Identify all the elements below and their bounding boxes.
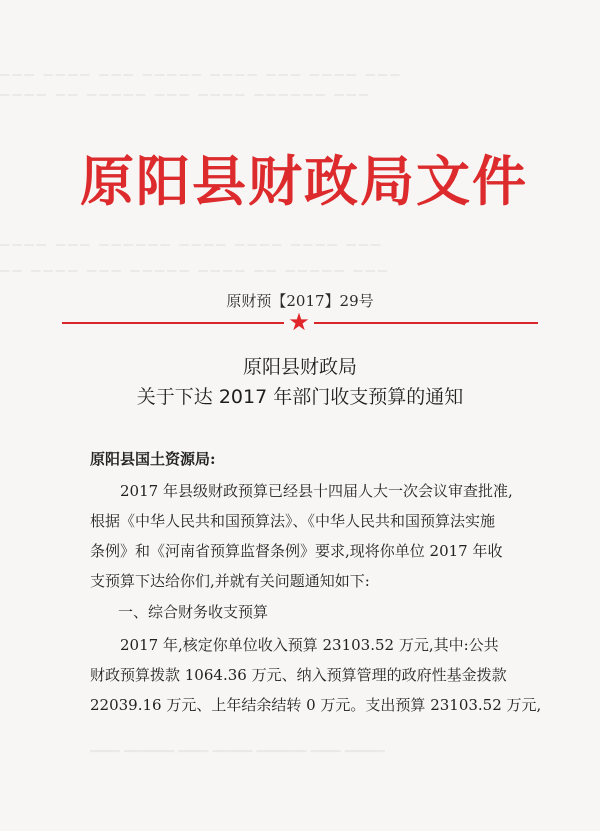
paragraph-line: 财政预算拨款 1064.36 万元、纳入预算管理的政府性基金拨款 — [90, 666, 507, 684]
show-through-text: ▁▁▁▁ ▁▁▁ ▁▁▁▁▁▁ ▁▁▁▁ ▁▁▁▁ ▁▁▁▁ ▁▁▁ — [0, 232, 384, 246]
document-number: 原财预【2017】29号 — [226, 292, 374, 310]
paragraph-line: 2017 年,核定你单位收入预算 23103.52 万元,其中:公共 — [120, 636, 499, 654]
paragraph-line: 支预算下达给你们,并就有关问题通知如下: — [90, 572, 370, 590]
paragraph-line: 根据《中华人民共和国预算法》、《中华人民共和国预算法实施 — [90, 512, 496, 530]
paragraph-line: 2017 年县级财政预算已经县十四届人大一次会议审查批准, — [120, 482, 513, 500]
red-rule-right — [314, 322, 538, 324]
document-masthead: 原阳县财政局文件 — [80, 149, 528, 213]
notice-title-line1: 原阳县财政局 — [242, 356, 357, 378]
paragraph-line: 22039.16 万元、上年结余结转 0 万元。支出预算 23103.52 万元, — [90, 696, 542, 714]
paragraph-1 — [90, 476, 520, 596]
show-through-text: ▁▁ ▁▁▁▁ ▁▁▁ ▁▁▁▁▁ ▁▁▁▁ ▁▁ ▁▁▁▁▁ ▁▁▁ — [0, 258, 391, 272]
red-rule-left — [62, 322, 284, 324]
notice-title-line2: 关于下达 2017 年部门收支预算的通知 — [136, 386, 464, 408]
show-through-text: ▁▁▁ ▁▁▁▁▁ ▁▁▁ ▁▁▁▁ ▁▁▁▁▁ ▁▁▁ ▁▁▁▁ — [90, 738, 385, 753]
paragraph-line: 条例》和《河南省预算监督条例》要求,现将你单位 2017 年收 — [90, 542, 503, 560]
section-heading: 一、综合财务收支预算 — [118, 603, 269, 621]
show-through-text: ▁▁▁ ▁▁▁▁ ▁▁▁ ▁▁▁▁▁ ▁▁▁▁ ▁▁▁ ▁▁▁▁ ▁▁▁ — [0, 62, 403, 76]
addressee: 原阳县国土资源局: — [90, 450, 216, 468]
red-star-icon: ★ — [288, 308, 310, 336]
show-through-text: ▁▁▁▁ ▁▁ ▁▁▁▁▁ ▁▁▁ ▁▁▁▁ ▁▁▁▁▁▁ ▁▁▁ — [0, 82, 372, 96]
paragraph-2 — [90, 630, 542, 720]
